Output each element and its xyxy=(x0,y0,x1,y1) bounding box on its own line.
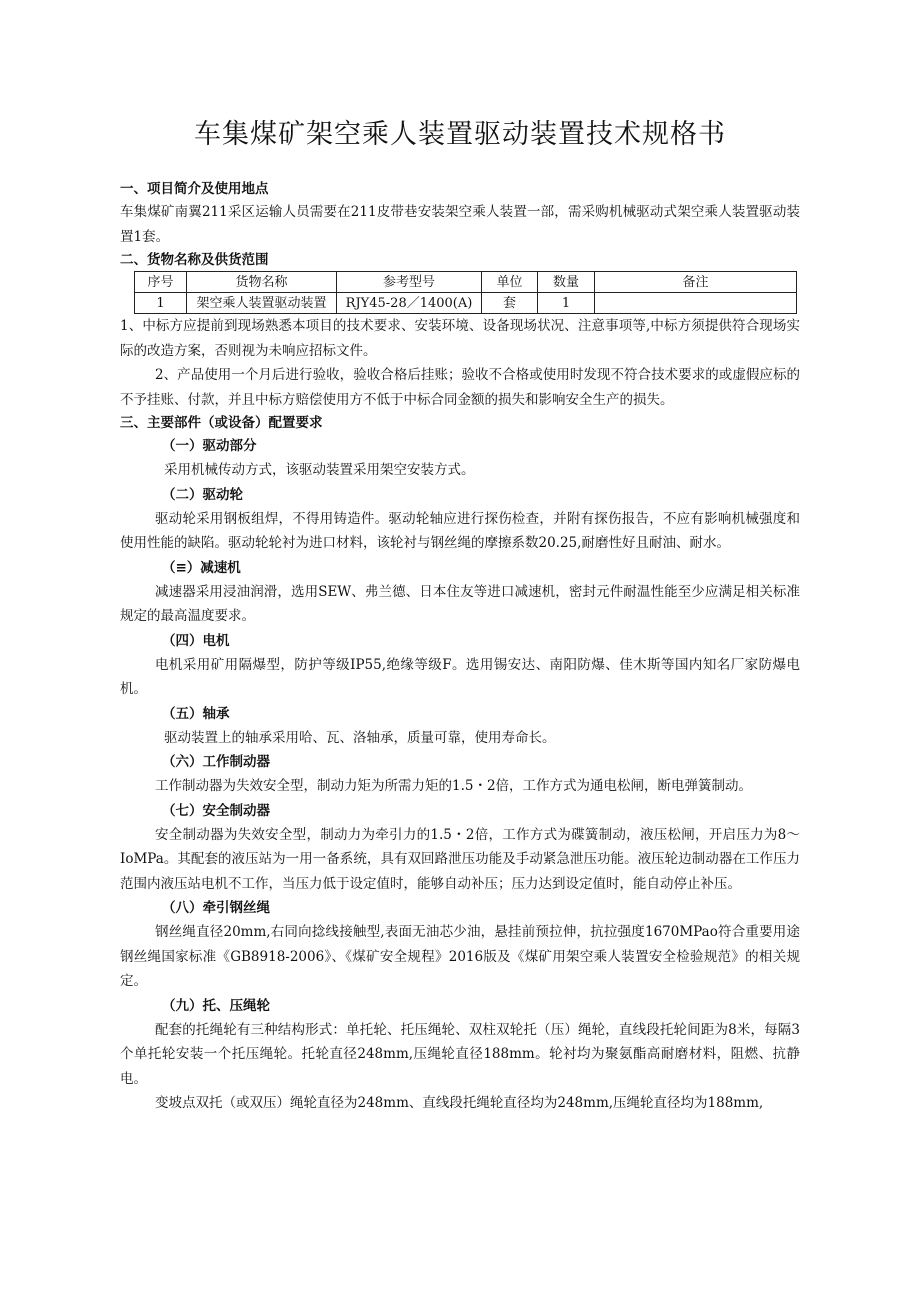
goods-table xyxy=(134,271,797,314)
section-heading-2: 二、货物名称及供货范围 xyxy=(120,252,269,268)
note-1: 1、中标方应提前到现场熟悉本项目的技术要求、安装环境、设备现场状况、注意事项等,中标方须提供符合现场实际的改造方案，否则视为未响应招标文件。 xyxy=(120,318,800,359)
document-title: 车集煤矿架空乘人装置驱动装置技术规格书 xyxy=(194,119,726,150)
last-paragraph-line: 变坡点双托（或双压）绳轮直径为248mm、直线段托绳轮直径均为248mm,压绳轮直径均为188mm, xyxy=(155,1095,764,1111)
table-row xyxy=(135,293,797,314)
table-cell xyxy=(595,293,797,314)
table-cell: RJY45-28／1400(A) xyxy=(337,293,482,314)
subsection-heading-drive-wheel: （二）驱动轮 xyxy=(162,486,243,503)
table-header-cell: 货物名称 xyxy=(187,272,337,293)
subsection-heading-wire-rope: （八）牵引钢丝绳 xyxy=(162,900,270,916)
document-body xyxy=(120,178,800,1116)
table-cell: 套 xyxy=(482,293,538,314)
section-heading-3: 三、主要部件（或设备）配置要求 xyxy=(120,415,323,431)
table-cell: 1 xyxy=(538,293,595,314)
subsection-heading-work-brake: （六）工作制动器 xyxy=(162,754,270,770)
table-header-cell: 单位 xyxy=(482,272,538,293)
table-cell: 1 xyxy=(135,293,187,314)
table-header-row xyxy=(135,272,797,293)
subsection-heading-reducer: （≡）减速机 xyxy=(162,559,241,576)
subsection-heading-safety-brake: （七）安全制动器 xyxy=(162,802,270,819)
subsection-text-safety-brake: 安全制动器为失效安全型，制动力为牵引力的1.5・2倍，工作方式为碟簧制动，液压松闸，开启压力为8～IoMPa。其配套的液压站为一用一备系统，具有双回路泄压功能及手动紧急泄压功能。液压轮边制动器在工作压力范围内液压站电机不工作，当压力低于设定值时，能够自动补压；压力达到设定值时，能自动停止补压。 xyxy=(120,826,800,892)
table-header-cell: 数量 xyxy=(538,272,595,293)
table-header-cell: 序号 xyxy=(135,272,187,293)
subsection-text-drive-part: 采用机械传动方式，该驱动装置采用架空安装方式。 xyxy=(164,462,475,478)
subsection-text-rope-wheels: 配套的托绳轮有三种结构形式：单托轮、托压绳轮、双柱双轮托（压）绳轮，直线段托轮间距为8米，每隔3个单托轮安装一个托压绳轮。托轮直径248mm,压绳轮直径188mm。轮衬均为聚氨酯高耐磨材料，阻燃、抗静电。 xyxy=(120,1021,800,1087)
subsection-heading-motor: （四）电机 xyxy=(162,632,230,649)
subsection-text-reducer: 减速器采用浸油润滑，选用SEW、弗兰德、日本住友等进口减速机，密封元件耐温性能至少应满足相关标准规定的最高温度要求。 xyxy=(120,583,800,624)
subsection-text-wire-rope: 钢丝绳直径20mm,右同向捻线接触型,表面无油芯少油，悬挂前预拉伸，抗拉强度1670MPao符合重要用途钢丝绳国家标准《GB8918-2006》、《煤矿安全规程》2016版及《煤矿用架空乘人装置安全检验规范》的相关规定。 xyxy=(120,924,800,989)
subsection-text-bearing: 驱动装置上的轴承采用哈、瓦、洛轴承，质量可靠，使用寿命长。 xyxy=(164,729,556,746)
table-header-cell: 备注 xyxy=(595,272,797,293)
table-cell: 架空乘人装置驱动装置 xyxy=(187,293,337,314)
section-heading-1: 一、项目简介及使用地点 xyxy=(120,181,269,197)
section-1-text: 车集煤矿南翼211采区运输人员需要在211皮带巷安装架空乘人装置一部，需采购机械驱动式架空乘人装置驱动装置1套。 xyxy=(120,204,800,245)
table-header-cell: 参考型号 xyxy=(337,272,482,293)
note-2: 2、产品使用一个月后进行验收，验收合格后挂账；验收不合格或使用时发现不符合技术要求的或虚假应标的不予挂账、付款，并且中标方赔偿使用方不低于中标合同金额的损失和影响安全生产的损失。 xyxy=(120,367,800,408)
subsection-text-drive-wheel: 驱动轮采用钢板组焊，不得用铸造件。驱动轮轴应进行探伤检查，并附有探伤报告，不应有影响机械强度和使用性能的缺陷。驱动轮轮衬为进口材料，该轮衬与钢丝绳的摩擦系数20.25,耐磨性好且耐油、耐水。 xyxy=(120,510,800,551)
subsection-text-work-brake: 工作制动器为失效安全型，制动力矩为所需力矩的1.5・2倍，工作方式为通电松闸，断电弹簧制动。 xyxy=(155,778,753,794)
subsection-heading-rope-wheels: （九）托、压绳轮 xyxy=(162,997,270,1014)
subsection-text-motor: 电机采用矿用隔爆型，防护等级IP55,绝缘等级F。选用锡安达、南阳防爆、佳木斯等国内知名厂家防爆电机。 xyxy=(120,656,800,697)
subsection-heading-bearing: （五）轴承 xyxy=(162,705,230,722)
subsection-heading-drive-part: （一）驱动部分 xyxy=(162,438,257,454)
